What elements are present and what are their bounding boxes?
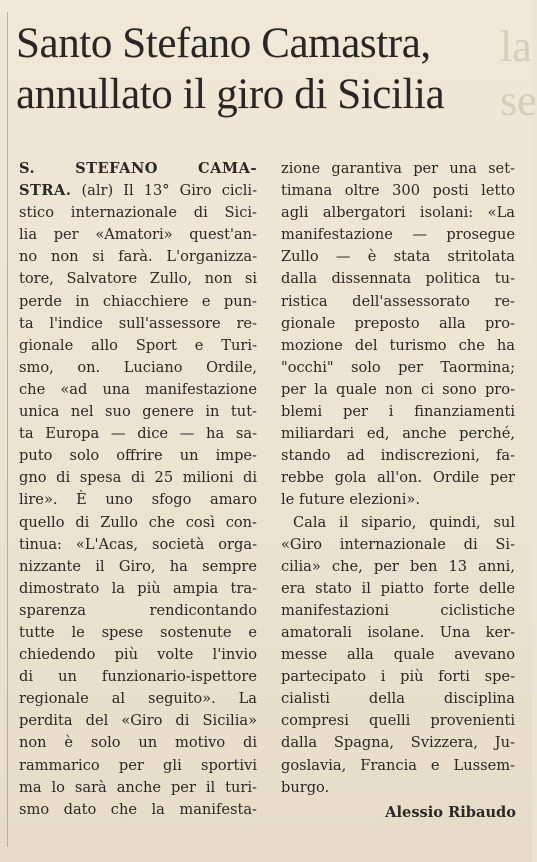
- author-byline: Alessio Ribaudo: [385, 804, 516, 821]
- article-text-line: cilia» che, per ben 13 anni,: [281, 557, 515, 575]
- article-text-line: per la quale non ci sono pro-: [281, 380, 515, 398]
- article-text-line: gionale preposto alla pro-: [281, 314, 515, 332]
- article-text-line: ta Europa — dice — ha sa-: [19, 425, 257, 443]
- article-text-line: STRA. (alr) Il 13° Giro cicli-: [19, 182, 257, 200]
- article-text-line: mozione del turismo che ha: [281, 336, 515, 354]
- article-text-line: ma lo sarà anche per il turi-: [19, 778, 257, 796]
- article-text-line: goslavia, Francia e Lussem-: [281, 756, 515, 774]
- article-text-line: burgo.: [281, 778, 330, 796]
- article-text-line: sparenza rendicontando: [19, 601, 257, 619]
- article-text-line: miliardari ed, anche perché,: [281, 425, 515, 443]
- article-text-line: timana oltre 300 posti letto: [281, 182, 515, 200]
- article-text-line: stico internazionale di Sici-: [19, 204, 257, 222]
- article-text-line: che «ad una manifestazione: [19, 380, 257, 398]
- article-text-line: perde in chiacchiere e pun-: [19, 292, 257, 310]
- article-text-line: gionale allo Sport e Turi-: [19, 336, 257, 354]
- article-text-line: quello di Zullo che così con-: [19, 513, 257, 531]
- article-text-line: Zullo — è stata stritolata: [281, 248, 515, 266]
- article-text-line: smo dato che la manifesta-: [19, 800, 257, 818]
- column-rule: [7, 12, 8, 847]
- article-text-line: gno di spesa di 25 milioni di: [19, 469, 257, 487]
- article-text-line: no non si farà. L'organizza-: [19, 248, 257, 266]
- article-text-line: lia per «Amatori» quest'an-: [19, 226, 257, 244]
- dateline-continuation: STRA.: [19, 182, 72, 200]
- article-text-line: "occhi" solo per Taormina;: [281, 358, 515, 376]
- article-text-line: partecipato i più forti spe-: [281, 668, 515, 686]
- article-text-line: agli albergatori isolani: «La: [281, 204, 515, 222]
- article-text-line: messe alla quale avevano: [281, 646, 515, 664]
- article-text-line: zione garantiva per una set-: [281, 160, 515, 177]
- bleed-line: la: [500, 22, 532, 71]
- article-text-line: unica nel suo genere in tut-: [19, 403, 257, 421]
- article-text-line: rebbe gola all'on. Ordile per: [281, 469, 515, 487]
- headline-line-2: annullato il giro di Sicilia: [16, 71, 445, 118]
- article-text-line: smo, on. Luciano Ordile,: [19, 358, 257, 376]
- article-text-line: dalla dissennata politica tu-: [281, 270, 515, 288]
- article-text-line: stando ad indiscrezioni, fa-: [281, 447, 515, 465]
- article-text-line: manifestazione — prosegue: [281, 226, 515, 244]
- article-text-line: rammarico per gli sportivi: [19, 756, 257, 774]
- bleed-line: se: [500, 76, 537, 125]
- article-text-line: puto solo offrire un impe-: [19, 447, 257, 465]
- article-text-line: lire». È uno sfogo amaro: [19, 491, 257, 509]
- headline-line-1: Santo Stefano Camastra,: [16, 20, 431, 67]
- article-text-line: Cala il sipario, quindi, sul: [293, 513, 515, 531]
- article-text-line: compresi quelli provenienti: [281, 712, 515, 730]
- article-text-line: tore, Salvatore Zullo, non si: [19, 270, 257, 288]
- article-text-line: S. STEFANO CAMA-: [19, 160, 257, 177]
- article-column-right: [281, 158, 515, 799]
- article-text-line: nizzante il Giro, ha sempre: [19, 557, 257, 575]
- article-text-line: dimostrato la più ampia tra-: [19, 579, 257, 597]
- article-text-line: ta l'indice sull'assessore re-: [19, 314, 257, 332]
- article-text-line: amatorali isolane. Una ker-: [281, 623, 515, 641]
- article-text-line: blemi per i finanziamenti: [281, 403, 515, 421]
- bleed-through-text: [494, 20, 537, 130]
- article-text-line: perdita del «Giro di Sicilia»: [19, 712, 257, 730]
- article-text-line: di un funzionario-ispettore: [19, 668, 257, 686]
- article-headline: [16, 18, 496, 120]
- article-text-line: tinua: «L'Acas, società orga-: [19, 535, 257, 553]
- article-text-line: tutte le spese sostenute e: [19, 623, 257, 641]
- article-text-line: regionale al seguito». La: [19, 690, 257, 708]
- article-text-line: dalla Spagna, Svizzera, Ju-: [281, 734, 515, 752]
- article-text-line: chiedendo più volte l'invio: [19, 646, 257, 664]
- article-text-line: manifestazioni ciclistiche: [281, 601, 515, 619]
- article-text-line: «Giro internazionale di Si-: [281, 535, 515, 553]
- article-text-line: cialisti della disciplina: [281, 690, 515, 708]
- article-text-line: era stato il piatto forte delle: [281, 579, 515, 597]
- article-text-line: le future elezioni».: [281, 491, 420, 509]
- article-text-line: non è solo un motivo di: [19, 734, 257, 752]
- article-column-left: [19, 158, 257, 821]
- article-text-line: ristica dell'assessorato re-: [281, 292, 515, 310]
